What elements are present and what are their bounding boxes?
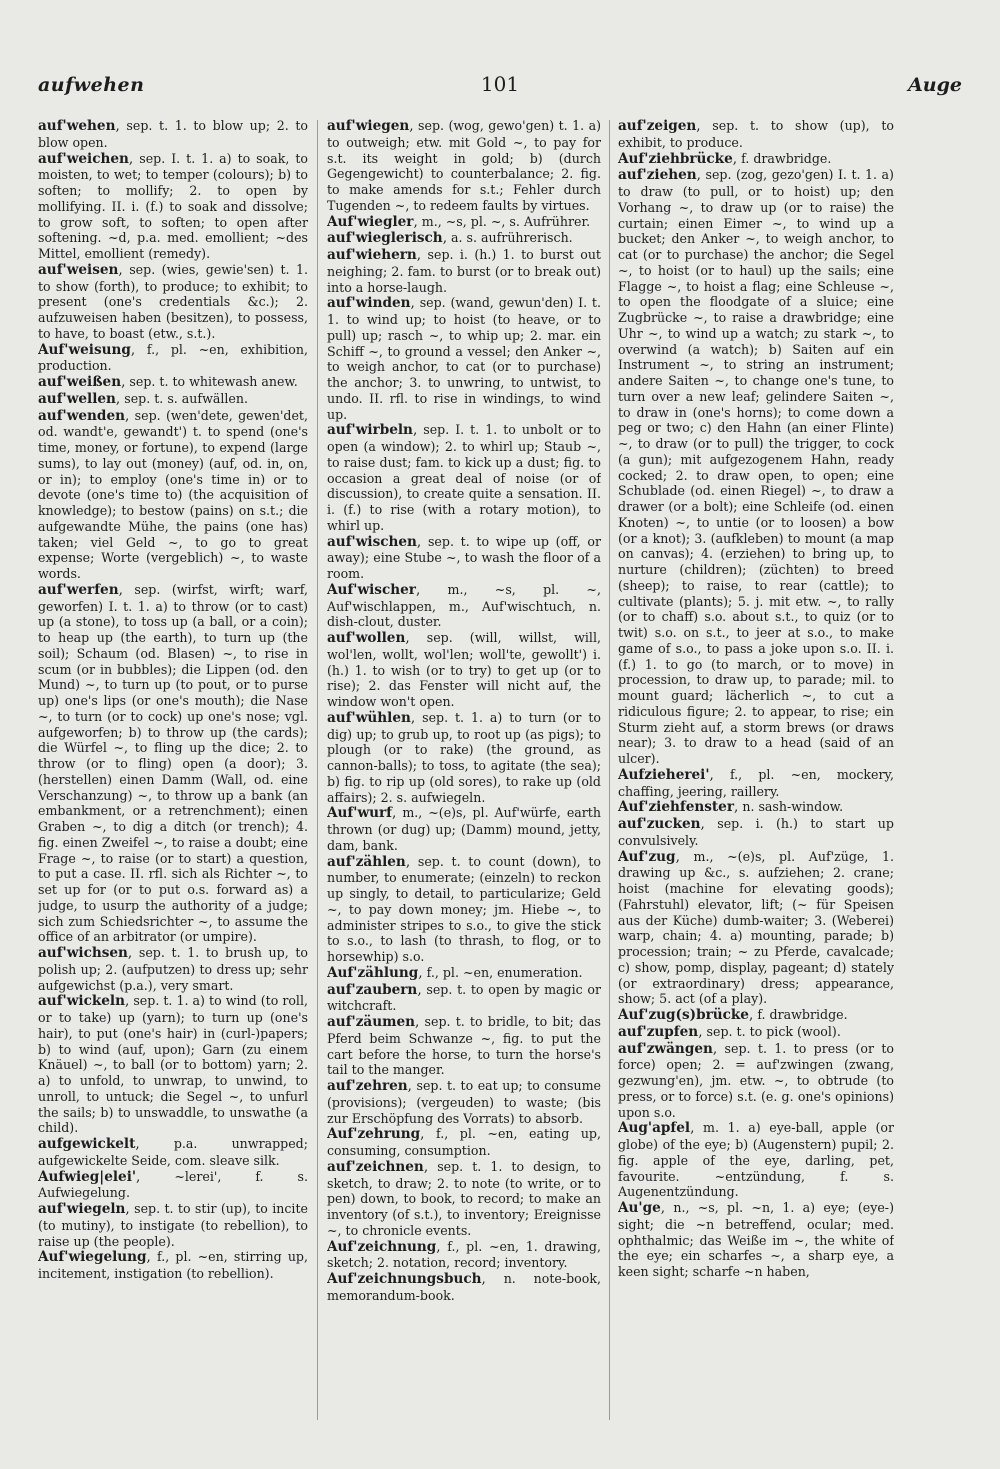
definition: sep. t. to show (up), to exhibit, to produce. xyxy=(618,118,894,150)
definition: sep. t. s. aufwällen. xyxy=(124,390,248,406)
dictionary-entry xyxy=(618,167,894,767)
definition: sep. I. t. 1. a) to soak, to moisten, to wet; to temper (colours); b) to soften; to mollify; 2. to open by mollifying. II. i. (f.) to soak and dissolve; to grow soft, to soften; to open after softening. ~d, p.a. med. emollient; ~des Mittel, emollient (remedy). xyxy=(38,150,308,261)
dictionary-entry xyxy=(327,1239,601,1272)
headword: auf'wischen , xyxy=(327,534,421,550)
headword: Auf'weisung , xyxy=(38,342,135,358)
definition: n., ~s, pl. ~n, 1. a) eye; (eye-) sight; die ~n betreffend, ocular; med. ophthalmic; das Weiße im ~, the white of the eye; ein scharfes ~, a sharp eye, a keen sight; scharfe ~n haben, xyxy=(618,1200,894,1279)
definition: sep. t. 1. to blow up; 2. to blow open. xyxy=(38,118,308,150)
definition: sep. t. to count (down), to number, to enumerate; (einzeln) to reckon up singly, to detail, to particularize; Geld ~, to pay down money; jm. Hiebe ~, to administer stripes to s.o., to give the stick to s.o., to lash (to thrash, to flog, or to horsewhip) s.o. xyxy=(327,853,601,964)
column-right xyxy=(618,118,894,1448)
dictionary-entry xyxy=(327,230,601,247)
dictionary-entry xyxy=(38,945,308,993)
definition: sep. (wies, gewie'sen) t. 1. to show (forth), to produce; to exhibit; to present (one's credentials &c.); 2. aufzuweisen haben (besitzen), to possess, to have, to boast (etw., s.t.). xyxy=(38,261,308,341)
headword: Auf'wurf , xyxy=(327,805,396,821)
definition: sep. (wirfst, wirft; warf, geworfen) I. t. 1. a) to throw (or to cast) up (a stone), to toss up (a ball, or a coin); to heap up (the earth), to turn up (the soil); Schaum (od. Blasen) ~, to rise in scum (or in bubbles); die Lippen (od. den Mund) ~, to turn up (to pout, or to purse up) one's lips (or one's mouth); die Nase ~, to turn (or to cock) up one's nose; vgl. aufgeworfen; b) to throw up (the cards); die Würfel ~, to fling up the dice; 2. to throw (or to fling) open (a door); 3. (herstellen) einen Damm (Wall, od. eine Verschanzung) ~, to throw up a bank (an embankment, or a retrenchment); einen Graben ~, to dig a ditch (or trench); 4. fig. einen Zweifel ~, to raise a doubt; eine Frage ~, to raise (or to start) a question, to put a case. II. rfl. sich als Richter ~, to set up for (or to put o.s. forward as) a judge, to usurp the authority of a judge; sich zum Schiedsrichter ~, to assume the office of an arbitrator (or umpire). xyxy=(38,581,308,945)
headword: auf'weichen , xyxy=(38,151,133,167)
column-divider xyxy=(317,120,318,1420)
definition: sep. t. to whitewash anew. xyxy=(129,374,298,389)
dictionary-entry xyxy=(38,582,308,945)
dictionary-entry xyxy=(327,1078,601,1126)
headword: Auf'wiegler , xyxy=(327,214,418,230)
dictionary-entry xyxy=(327,582,601,630)
headword: auf'wirbeln , xyxy=(327,422,417,438)
dictionary-entry xyxy=(327,1159,601,1239)
headword: Aufwieg|elei' , xyxy=(38,1169,140,1185)
definition: sep. I. t. 1. to unbolt or to open (a window); 2. to whirl up; Staub ~, to raise dust; fam. to kick up a dust; fig. to occasion a great deal of noise (or of discussion), to create quite a sensation. II. i. (f.) to rise (with a rotary motion), to whirl up. xyxy=(327,422,601,533)
left-catchword: aufwehen xyxy=(38,74,145,96)
dictionary-entry xyxy=(38,1201,308,1249)
dictionary-entry xyxy=(618,1041,894,1121)
dictionary-entry xyxy=(618,799,894,816)
dictionary-entry xyxy=(618,767,894,800)
running-header xyxy=(38,68,962,108)
definition: f., pl. ~en, enumeration. xyxy=(426,964,583,980)
headword: auf'winden , xyxy=(327,295,415,311)
dictionary-entry xyxy=(327,982,601,1015)
dictionary-entry xyxy=(38,118,308,151)
headword: auf'zäumen , xyxy=(327,1014,419,1030)
definition: f. drawbridge. xyxy=(757,1007,848,1022)
definition: m. 1. a) eye-ball, apple (or globe) of the eye; b) (Augenstern) pupil; 2. fig. apple of the eye, darling, pet, favourite. ~entzündung, f. s. Augenentzündung. xyxy=(618,1120,894,1200)
dictionary-entry xyxy=(618,849,894,1008)
headword: Auf'zeichnung , xyxy=(327,1239,441,1255)
headword: auf'wiegeln , xyxy=(38,1201,130,1217)
definition: sep. (wen'dete, gewen'det, od. wandt'e, gewandt') t. to spend (one's time, money, or fortune), to expend (large sums), to lay out (money) (auf, od. in, on, or in); to employ (one's time in) or to devote (one's time to) (the acquisition of knowledge); to bestow (pains) on s.t.; die aufgewandte Mühe, the pains (one has) taken; viel Geld ~, to go to great expense; Worte (vergeblich) ~, to waste words. xyxy=(38,407,308,581)
headword: auf'zwängen , xyxy=(618,1041,717,1057)
definition: p.a. unwrapped; aufgewickelte Seide, com. sleave silk. xyxy=(38,1136,308,1168)
definition: f., pl. ~en, eating up, consuming, consumption. xyxy=(327,1126,601,1158)
dictionary-entry xyxy=(38,1249,308,1282)
dictionary-entry xyxy=(327,422,601,533)
headword: Auf'wiegelung , xyxy=(38,1249,151,1265)
headword: Auf'zug(s)brücke , xyxy=(618,1007,753,1023)
definition: a. s. aufrührerisch. xyxy=(451,230,573,246)
headword: auf'wichsen , xyxy=(38,945,132,961)
dictionary-entry xyxy=(38,1169,308,1202)
headword: auf'wenden , xyxy=(38,408,129,424)
headword: Auf'zeichnungsbuch , xyxy=(327,1271,486,1287)
headword: auf'ziehen , xyxy=(618,167,701,183)
definition: sep. i. (h.) 1. to burst out neighing; 2. fam. to burst (or to break out) into a horse-laugh. xyxy=(327,247,601,295)
definition: sep. t. to eat up; to consume (provisions); (vergeuden) to waste; (bis zur Erschöpfung des Vorrats) to absorb. xyxy=(327,1078,601,1126)
definition: sep. t. to open by magic or witchcraft. xyxy=(327,981,601,1014)
dictionary-entry xyxy=(38,408,308,582)
dictionary-entry xyxy=(618,151,894,168)
headword: auf'zaubern , xyxy=(327,982,422,998)
headword: auf'werfen , xyxy=(38,582,123,598)
definition: n. sash-window. xyxy=(742,799,844,815)
headword: auf'wiegen , xyxy=(327,118,414,134)
definition: sep. t. 1. a) to wind (to roll, or to take) up (yarn); to turn up (one's hair), to put (one's hair) in (curl-)papers; b) to wind (auf, upon); Garn (zu einem Knäuel) ~, to ball (or to bottom) yarn; 2. a) to unfold, to unwrap, to unwind, to unroll, to untuck; die Segel ~, to unfurl the sails; b) to unswaddle, to unswathe (a child). xyxy=(38,993,308,1136)
dictionary-entry xyxy=(327,214,601,231)
headword: Auf'zehrung , xyxy=(327,1126,424,1142)
headword: Auf'wischer , xyxy=(327,582,420,598)
dictionary-entry xyxy=(327,710,601,806)
headword: auf'zeigen , xyxy=(618,118,701,134)
dictionary-entry xyxy=(38,391,308,408)
definition: sep. (will, willst, will, wol'len, wollt, wol'len; woll'te, gewollt') i. (h.) 1. to wish (or to try) to get up (or to rise); 2. das Fenster will nicht auf, the window won't open. xyxy=(327,630,601,709)
definition: sep. t. to pick (wool). xyxy=(706,1023,841,1039)
headword: auf'wühlen , xyxy=(327,710,415,726)
definition: f., pl. ~en, stirring up, incitement, instigation (to rebellion). xyxy=(38,1249,308,1281)
headword: auf'zeichnen , xyxy=(327,1159,428,1175)
definition: sep. (wand, gewun'den) I. t. 1. to wind up; to hoist (to heave, or to pull) up; rasch ~, to whip up; 2. mar. ein Schiff ~, to ground a vessel; den Anker ~, to weigh anchor, to cat (or to purchase) the anchor; 3. to unwring, to untwist, to undo. II. rfl. to rise in windings, to wind up. xyxy=(327,295,601,422)
dictionary-entry xyxy=(327,630,601,710)
definition: f. drawbridge. xyxy=(741,150,832,166)
dictionary-entry xyxy=(327,1126,601,1159)
headword: Auf'ziehfenster , xyxy=(618,799,738,815)
dictionary-entry xyxy=(327,805,601,853)
headword: auf'wickeln , xyxy=(38,993,129,1009)
dictionary-entry xyxy=(38,1136,308,1169)
headword: Auf'zählung , xyxy=(327,965,423,981)
dictionary-entry xyxy=(38,342,308,375)
headword: Auf'zug , xyxy=(618,849,680,865)
dictionary-entry xyxy=(618,118,894,151)
headword: auf'zupfen , xyxy=(618,1024,703,1040)
headword: auf'zucken , xyxy=(618,816,705,832)
dictionary-entry xyxy=(327,854,601,965)
definition: m., ~s, pl. ~, s. Aufrührer. xyxy=(421,213,591,229)
definition: f., pl. ~en, exhibition, production. xyxy=(38,341,308,374)
dictionary-entry xyxy=(327,1014,601,1078)
definition: m., ~(e)s, pl. Auf'würfe, earth thrown (or dug) up; (Damm) mound, jetty, dam, bank. xyxy=(327,805,601,853)
headword: Aufzieherei' , xyxy=(618,767,714,783)
definition: sep. t. 1. a) to turn (or to dig) up; to grub up, to root up (as pigs); to plough (or to rake) (the ground, as cannon-balls); to toss, to agitate (the sea); b) fig. to rip up (old sores), to rake up (old affairs); 2. s. aufwiegeln. xyxy=(327,709,601,805)
definition: sep. t. 1. to design, to sketch, to draw; 2. to note (to write, or to pen) down, to book, to record; to make an inventory (of s.t.), to inventory; Ereignisse ~, to chronicle events. xyxy=(327,1158,601,1238)
headword: auf'wellen , xyxy=(38,391,120,407)
headword: auf'wehen , xyxy=(38,118,120,134)
headword: aufgewickelt , xyxy=(38,1136,140,1152)
headword: auf'zehren , xyxy=(327,1078,412,1094)
column-divider xyxy=(609,120,610,1420)
definition: f., pl. ~en, mockery, chaffing, jeering, raillery. xyxy=(618,766,894,799)
dictionary-entry xyxy=(618,1200,894,1280)
definition: sep. i. (h.) to start up convulsively. xyxy=(618,816,894,848)
column-middle xyxy=(327,118,601,1448)
definition: sep. (wog, gewo'gen) t. 1. a) to outweigh; etw. mit Gold ~, to pay for s.t. its weight in gold; b) (durch Gegengewicht) to counterbalance; 2. fig. to make amends for s.t.; Fehler durch Tugenden ~, to redeem faults by virtues. xyxy=(327,118,601,213)
headword: auf'zählen , xyxy=(327,854,410,870)
right-catchword: Auge xyxy=(908,74,962,96)
dictionary-entry xyxy=(327,295,601,422)
dictionary-entry xyxy=(327,1271,601,1304)
dictionary-entry xyxy=(618,1024,894,1041)
dictionary-entry xyxy=(327,118,601,214)
dictionary-entry xyxy=(38,151,308,262)
headword: Au'ge , xyxy=(618,1200,665,1216)
dictionary-entry xyxy=(618,1007,894,1024)
dictionary-entry xyxy=(327,534,601,582)
definition: ~lerei', f. s. Aufwiegelung. xyxy=(38,1168,308,1201)
dictionary-entry xyxy=(618,816,894,849)
definition: n. note-book, memorandum-book. xyxy=(327,1271,601,1303)
definition: sep. t. to wipe up (off, or away); eine Stube ~, to wash the floor of a room. xyxy=(327,533,601,581)
headword: Auf'ziehbrücke , xyxy=(618,151,737,167)
dictionary-entry xyxy=(618,1120,894,1200)
definition: sep. t. to stir (up), to incite (to mutiny), to instigate (to rebellion), to raise up (the people). xyxy=(38,1201,308,1249)
page-number: 101 xyxy=(480,72,520,96)
dictionary-entry xyxy=(38,374,308,391)
headword: auf'wollen , xyxy=(327,630,410,646)
definition: sep. (zog, gezo'gen) I. t. 1. a) to draw (to pull, or to hoist) up; den Vorhang ~, to draw up (or to raise) the curtain; einen Eimer ~, to wind up a bucket; den Anker ~, to weigh anchor, to cat (or to purchase) the anchor; die Segel ~, to hoist (or to haul) up the sails; eine Flagge ~, to hoist a flag; eine Schleuse ~, to open the floodgate of a sluice; eine Zugbrücke ~, to raise a drawbridge; eine Uhr ~, to wind up a watch; zu stark ~, to overwind (a watch); b) Saiten auf ein Instrument ~, to string an instrument; andere Saiten ~, to change one's tune, to turn over a new leaf; gelindere Saiten ~, to draw in (one's horns); to come down a peg or two; c) den Hahn (an einer Flinte) ~, to draw (or to pull) the trigger, to cock (a gun); mit aufgezogenem Hahn, ready cocked; 2. to draw open, to open; eine Schublade (od. einen Riegel) ~, to draw a drawer (or a bolt); eine Schleife (od. einen Knoten) ~, to untie (or to loosen) a bow (or a knot); 3. (aufkleben) to mount (a map on canvas); 4. (erziehen) to bring up, to nurture (children); (züchten) to breed (sheep); to raise, to rear (cattle); to cultivate (plants); 5. j. mit etw. ~, to rally (or to chaff) s.o. about s.t., to quiz (or to twit) s.o. on s.t., to jeer at s.o., to make game of s.o., to pass a joke upon s.o. II. i. (f.) 1. to go (to march, or to move) in procession, to draw up, to parade; mil. to mount guard; lächerlich ~, to cut a ridiculous figure; 2. to appear, to rise; ein Sturm zieht auf, a storm brews (or draws near); 3. to draw to a head (said of an ulcer). xyxy=(618,167,894,766)
headword: auf'weißen , xyxy=(38,374,125,390)
dictionary-entry xyxy=(327,965,601,982)
headword: Aug'apfel , xyxy=(618,1120,694,1136)
dictionary-entry xyxy=(327,247,601,295)
definition: sep. t. to bridle, to bit; das Pferd beim Schwanze ~, fig. to put the cart before the horse, to turn the horse's tail to the manger. xyxy=(327,1014,601,1078)
definition: f., pl. ~en, 1. drawing, sketch; 2. notation, record; inventory. xyxy=(327,1238,601,1271)
definition: m., ~(e)s, pl. Auf'züge, 1. drawing up &c., s. aufziehen; 2. crane; hoist (machine for elevating goods); (Fahrstuhl) elevator, lift; (~ für Speisen aus der Küche) dumb-waiter; 3. (Weberei) warp, chain; 4. a) mounting, parade; b) procession; train; ~ zu Pferde, cavalcade; c) show, pomp, display, pageant; d) stately (or extraordinary) dress; appearance, show; 5. act (of a play). xyxy=(618,848,894,1007)
definition: sep. t. 1. to press (or to force) open; 2. = auf'zwingen (zwang, gezwung'en), jm. etw. ~, to obtrude (to press, or to force) s.t. (e. g. one's opinions) upon s.o. xyxy=(618,1040,894,1120)
definition: m., ~s, pl. ~, Auf'wischlappen, m., Auf'wischtuch, n. dish-clout, duster. xyxy=(327,581,601,630)
headword: auf'wieglerisch , xyxy=(327,230,447,246)
headword: auf'weisen , xyxy=(38,262,123,278)
dictionary-entry xyxy=(38,993,308,1136)
dictionary-entry xyxy=(38,262,308,342)
headword: auf'wiehern , xyxy=(327,247,421,263)
column-left xyxy=(38,118,308,1448)
definition: sep. t. 1. to brush up, to polish up; 2. (aufputzen) to dress up; sehr aufgewichst (p.a.), very smart. xyxy=(38,945,308,993)
